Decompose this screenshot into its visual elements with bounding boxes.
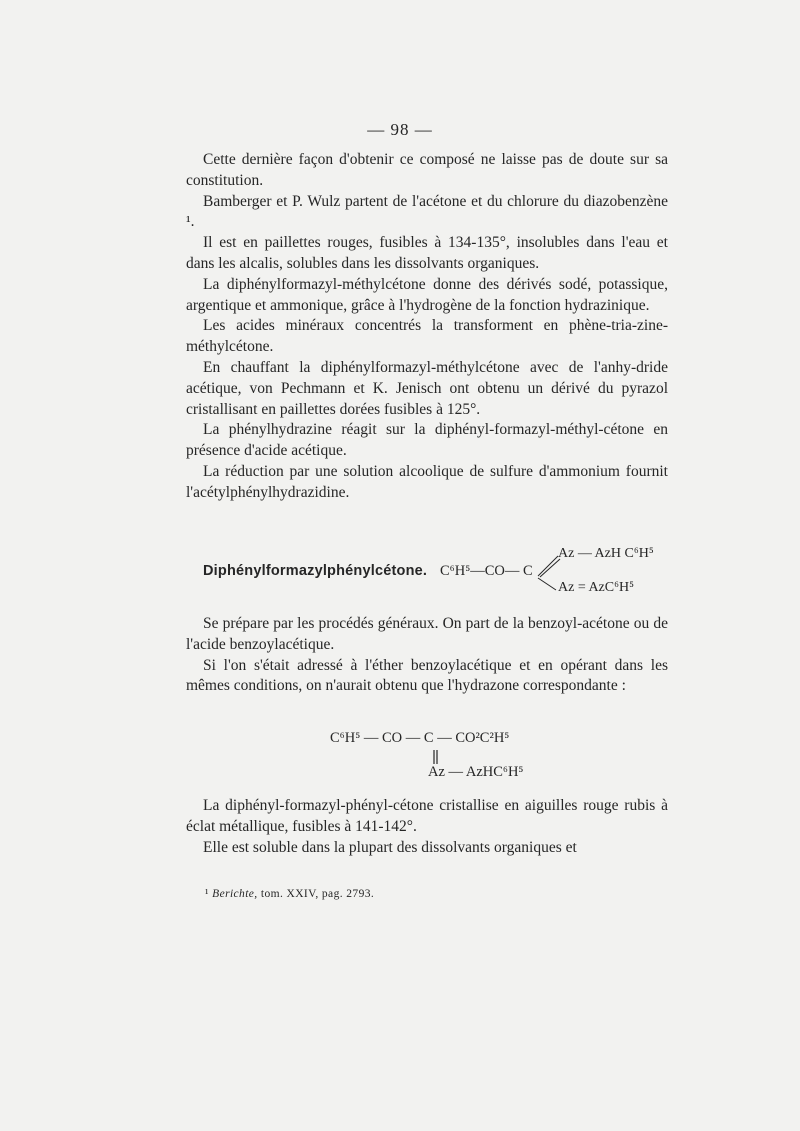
formula-bottom-line: Az — AzHC⁶H⁵ bbox=[428, 764, 524, 780]
paragraph: Si l'on s'était adressé à l'éther benzoylacétique et en opérant dans les mêmes conditions, on n'aurait obtenu que l'hydrazone correspondante : bbox=[186, 656, 668, 695]
footnote-marker: ¹ bbox=[205, 888, 209, 900]
footnote-source: Berichte, bbox=[212, 888, 258, 900]
paragraph: Se prépare par les procédés généraux. On part de la benzoyl-acétone ou de l'acide benzoylacétique. bbox=[186, 615, 668, 653]
footnote bbox=[205, 888, 374, 900]
formula-branch-bottom: Az = AzC⁶H⁵ bbox=[558, 580, 634, 595]
paragraph: La diphényl-formazyl-phényl-cétone cristallise en aiguilles rouge rubis à éclat métallique, fusibles à 141-142°. bbox=[186, 797, 668, 835]
chemical-formula: C⁶H⁵—CO— C bbox=[440, 563, 533, 579]
paragraph: En chauffant la diphénylformazyl-méthylcétone avec de l'anhy-dride acétique, von Pechmann et K. Jenisch ont obtenu un dérivé du pyrazol cristallisant en paillettes dorées fusibles à 125°. bbox=[186, 358, 668, 418]
paragraph: Les acides minéraux concentrés la transforment en phène-tria-zine-méthylcétone. bbox=[186, 317, 668, 356]
paragraph: La phénylhydrazine réagit sur la diphényl-formazyl-méthyl-cétone en présence d'acide acétique. bbox=[186, 421, 668, 460]
paragraph: Cette dernière façon d'obtenir ce composé ne laisse pas de doute sur sa constitution. bbox=[186, 151, 668, 189]
paragraph: La réduction par une solution alcoolique de sulfure d'ammonium fournit l'acétylphénylhydrazidine. bbox=[186, 462, 668, 501]
section-title: Diphénylformazylphénylcétone. bbox=[203, 563, 428, 579]
paragraph: Bamberger et P. Wulz partent de l'acétone et du chlorure du diazobenzène ¹. bbox=[186, 192, 668, 231]
paragraph: La diphénylformazyl-méthylcétone donne des dérivés sodé, potassique, argentique et ammonique, grâce à l'hydrogène de la fonction hydrazinique. bbox=[186, 275, 668, 314]
section-heading bbox=[186, 546, 668, 602]
formula-branch-top: Az — AzH C⁶H⁵ bbox=[558, 546, 654, 561]
formula-main-line: C⁶H⁵ — CO — C — CO²C²H⁵ bbox=[330, 730, 510, 746]
footnote-details: tom. XXIV, pag. 2793. bbox=[260, 888, 375, 900]
paragraph: Elle est soluble dans la plupart des dissolvants organiques et bbox=[203, 838, 577, 856]
double-bond bbox=[431, 750, 441, 764]
text-block-top bbox=[186, 150, 668, 504]
text-block-bottom bbox=[186, 796, 668, 858]
text-block-middle bbox=[186, 614, 668, 697]
paragraph: Il est en paillettes rouges, fusibles à 134-135°, insolubles dans l'eau et dans les alcalis, solubles dans les dissolvants organiques. bbox=[186, 234, 668, 272]
page-number: — 98 — bbox=[367, 120, 433, 139]
hydrazone-formula bbox=[330, 730, 580, 786]
